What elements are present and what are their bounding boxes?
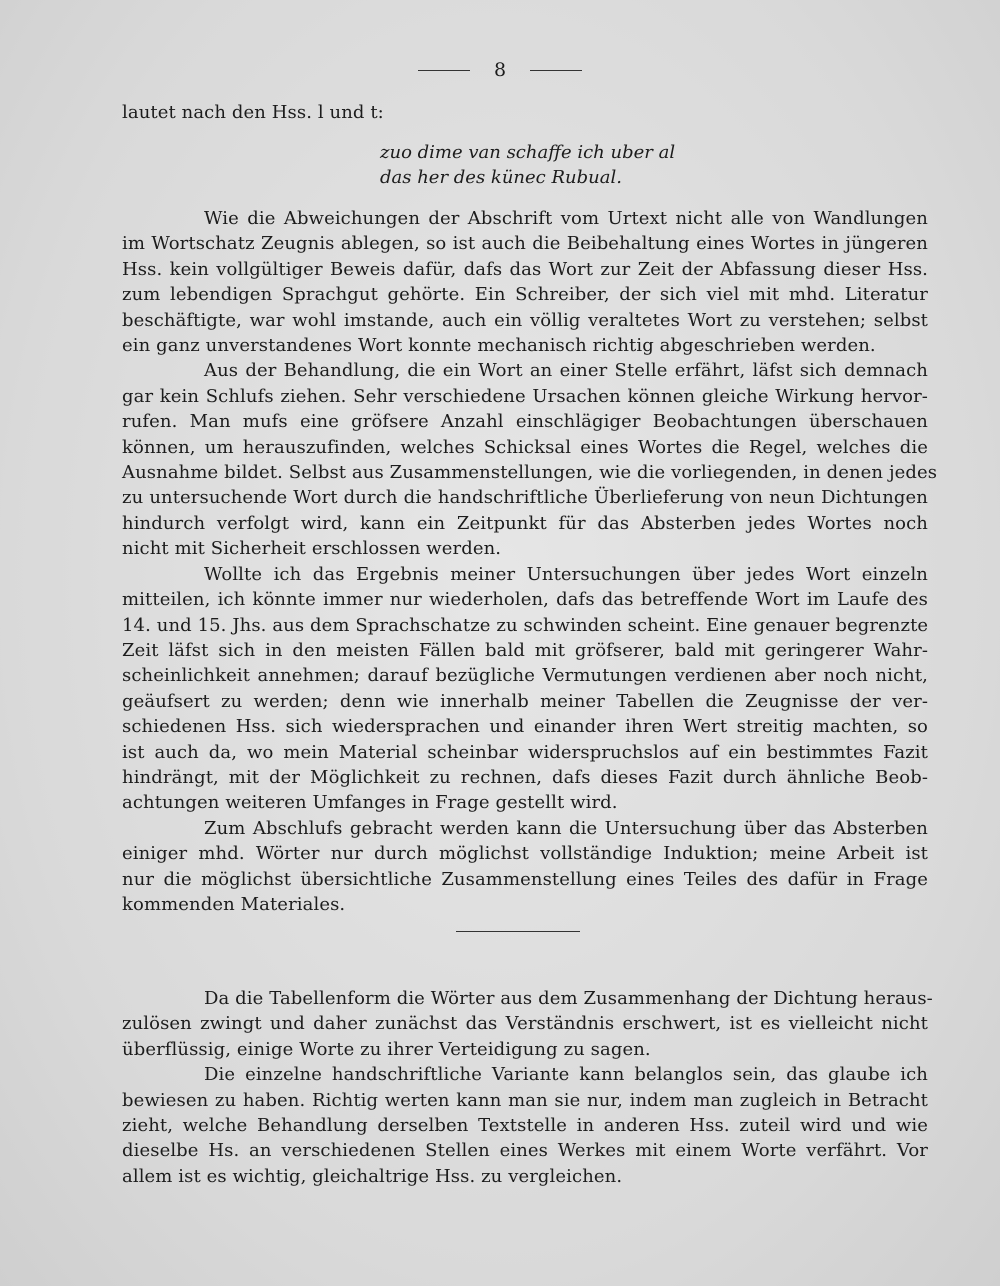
text-line: achtungen weiteren Umfanges in Frage gestellt wird. bbox=[122, 792, 618, 814]
text-line: bewiesen zu haben. Richtig werten kann man sie nur, indem man zugleich in Betracht bbox=[122, 1089, 928, 1111]
text-line: einiger mhd. Wörter nur durch möglichst vollständige Induktion; meine Arbeit ist bbox=[122, 843, 928, 865]
text-line: gar kein Schlufs ziehen. Sehr verschiedene Ursachen können gleiche Wirkung hervor- bbox=[122, 385, 928, 407]
text-line: können, um herauszufinden, welches Schicksal eines Wortes die Regel, welches die bbox=[122, 436, 928, 458]
text-line: zieht, welche Behandlung derselben Textstelle in anderen Hss. zuteil wird und wie bbox=[122, 1115, 928, 1137]
paragraph bbox=[122, 1062, 928, 1189]
text-line: ist auch da, wo mein Material scheinbar widerspruchslos auf ein bestimmtes Fazit bbox=[122, 741, 928, 763]
text-line: Zeit läfst sich in den meisten Fällen bald mit gröfserer, bald mit geringerer Wahr- bbox=[122, 639, 928, 661]
text-line: rufen. Man mufs eine gröfsere Anzahl einschlägiger Beobachtungen überschauen bbox=[122, 411, 928, 433]
intro-line: lautet nach den Hss. l und t: bbox=[122, 102, 384, 123]
text-line: kommenden Materiales. bbox=[122, 893, 346, 915]
verse-quote bbox=[380, 140, 740, 190]
text-line: Aus der Behandlung, die ein Wort an einer Stelle erfährt, läfst sich demnach bbox=[204, 360, 928, 382]
text-line: mitteilen, ich könnte immer nur wiederholen, dafs das betreffende Wort im Laufe des bbox=[122, 589, 928, 611]
text-line: zulösen zwingt und daher zunächst das Verständnis erschwert, ist es vielleicht nicht bbox=[122, 1013, 928, 1035]
text-line: hindurch verfolgt wird, kann ein Zeitpunkt für das Absterben jedes Wortes noch bbox=[122, 512, 928, 534]
verse-line: das her des künec Rubual. bbox=[380, 167, 622, 188]
text-line: Ausnahme bildet. Selbst aus Zusammenstellungen, wie die vorliegenden, in denen jedes bbox=[122, 462, 938, 484]
text-line: im Wortschatz Zeugnis ablegen, so ist auch die Beibehaltung eines Wortes in jüngeren bbox=[122, 233, 928, 255]
intro-line-block bbox=[122, 100, 928, 125]
header-rule-right bbox=[530, 70, 582, 71]
body-text-top bbox=[122, 206, 938, 917]
text-line: hindrängt, mit der Möglichkeit zu rechnen, dafs dieses Fazit durch ähnliche Beob- bbox=[122, 766, 928, 788]
paragraph bbox=[122, 358, 938, 561]
verse-line: zuo dime van schaffe ich uber al bbox=[380, 142, 676, 163]
header-rule-left bbox=[418, 70, 470, 71]
body-text-bottom bbox=[122, 986, 933, 1189]
text-line: scheinlichkeit annehmen; darauf bezügliche Vermutungen verdienen aber noch nicht, bbox=[122, 665, 928, 687]
text-line: Zum Abschlufs gebracht werden kann die Untersuchung über das Absterben bbox=[204, 817, 928, 839]
text-line: nicht mit Sicherheit erschlossen werden. bbox=[122, 538, 502, 560]
text-line: Hss. kein vollgültiger Beweis dafür, dafs das Wort zur Zeit der Abfassung dieser Hss. bbox=[122, 258, 928, 280]
paragraph bbox=[122, 206, 928, 358]
paragraph bbox=[122, 986, 933, 1062]
text-line: Die einzelne handschriftliche Variante kann belanglos sein, das glaube ich bbox=[204, 1064, 928, 1086]
section-divider bbox=[456, 931, 580, 932]
text-line: nur die möglichst übersichtliche Zusammenstellung eines Teiles des dafür in Frage bbox=[122, 868, 928, 890]
text-line: geäufsert zu werden; denn wie innerhalb meiner Tabellen die Zeugnisse der ver- bbox=[122, 690, 928, 712]
text-line: allem ist es wichtig, gleichaltrige Hss. zu vergleichen. bbox=[122, 1165, 623, 1187]
text-line: 14. und 15. Jhs. aus dem Sprachschatze zu schwinden scheint. Eine genauer begrenzte bbox=[122, 614, 929, 636]
text-line: Wie die Abweichungen der Abschrift vom Urtext nicht alle von Wandlungen bbox=[204, 208, 928, 229]
paragraph bbox=[122, 562, 928, 816]
page-header bbox=[0, 58, 1000, 82]
text-line: zum lebendigen Sprachgut gehörte. Ein Schreiber, der sich viel mit mhd. Literatur bbox=[122, 284, 928, 306]
text-line: zu untersuchende Wort durch die handschriftliche Überlieferung von neun Dichtungen bbox=[122, 487, 928, 509]
text-line: überflüssig, einige Worte zu ihrer Verteidigung zu sagen. bbox=[122, 1038, 651, 1060]
text-line: Wollte ich das Ergebnis meiner Untersuchungen über jedes Wort einzeln bbox=[204, 563, 928, 585]
text-line: schiedenen Hss. sich wiedersprachen und einander ihren Wert streitig machten, so bbox=[122, 716, 928, 738]
text-line: Da die Tabellenform die Wörter aus dem Zusammenhang der Dichtung heraus- bbox=[204, 988, 933, 1009]
page-number: 8 bbox=[493, 59, 507, 81]
text-line: beschäftigte, war wohl imstande, auch ein völlig veraltetes Wort zu verstehen; selbst bbox=[122, 309, 928, 331]
paragraph bbox=[122, 816, 928, 918]
text-line: ein ganz unverstandenes Wort konnte mechanisch richtig abgeschrieben werden. bbox=[122, 335, 876, 357]
text-line: dieselbe Hs. an verschiedenen Stellen eines Werkes mit einem Worte verfährt. Vor bbox=[122, 1140, 928, 1162]
